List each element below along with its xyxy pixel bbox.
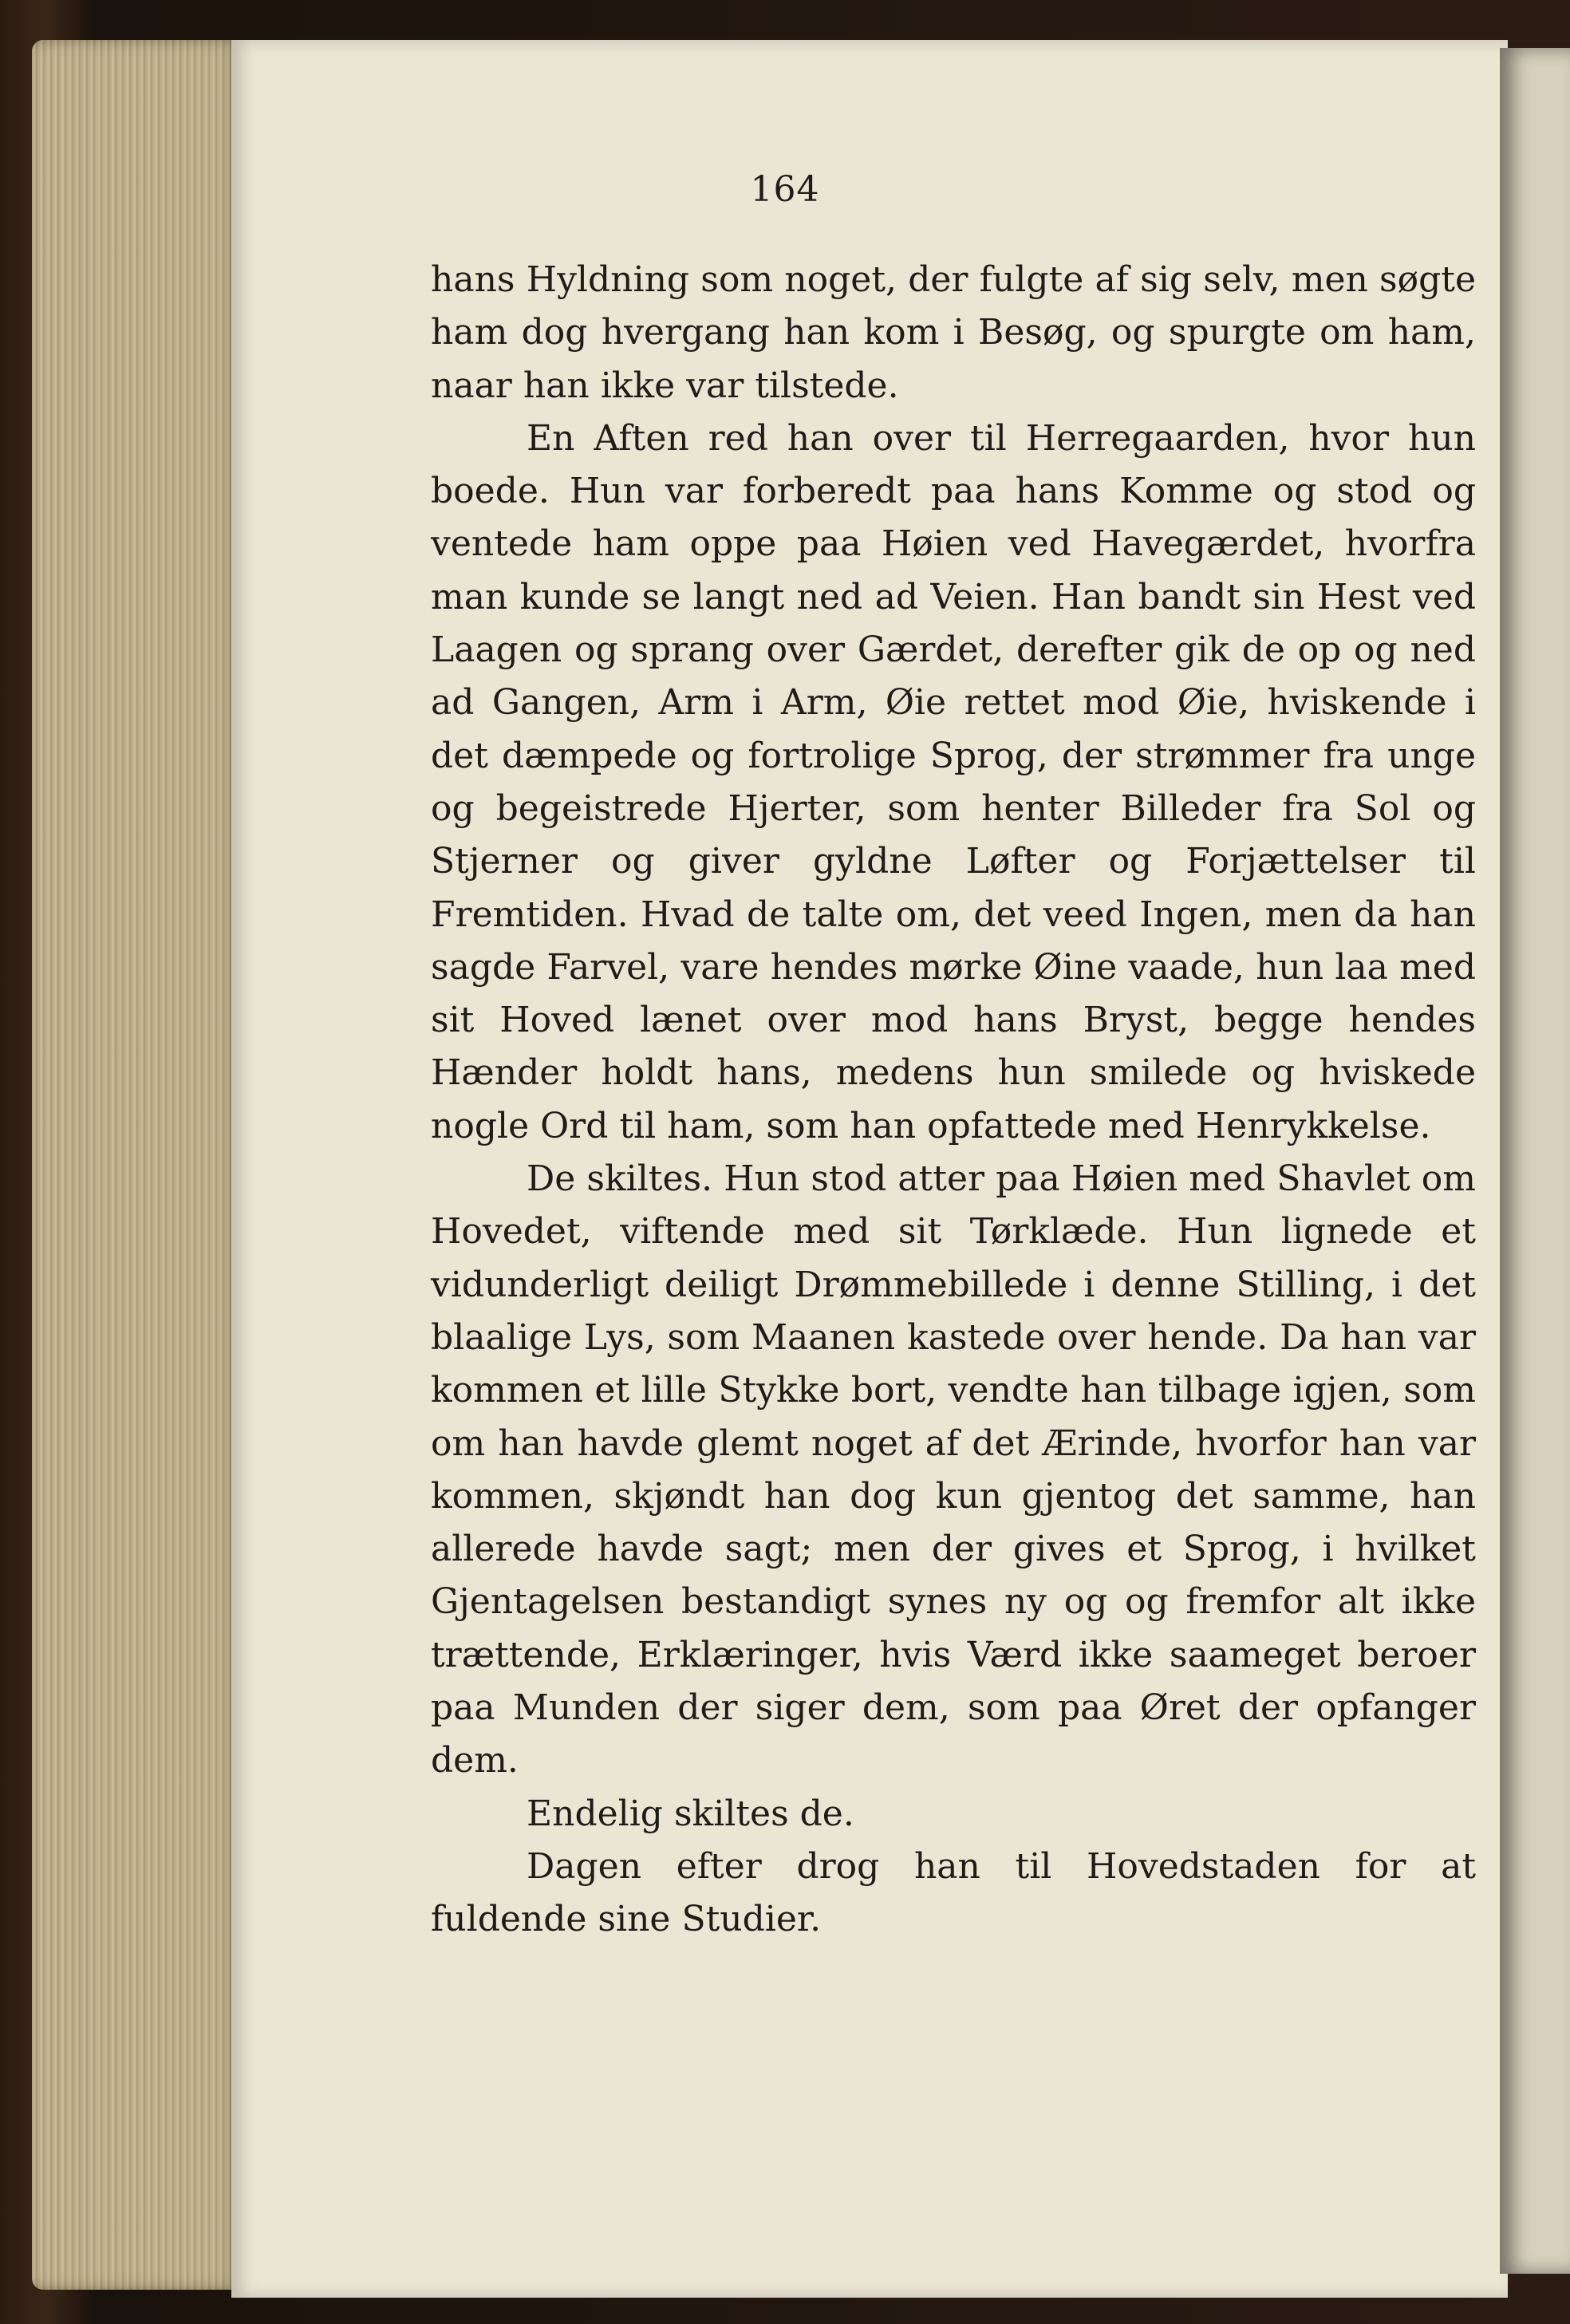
page-number: 164: [750, 169, 820, 210]
paragraph-1: hans Hyldning som noget, der fulgte af sig selv, men søgte ham dog hvergang han kom i Besøg, og spurgte om ham, naar han ikke var tilstede.: [431, 259, 1476, 406]
body-text: [431, 254, 1476, 1947]
page-edges: [32, 40, 239, 2290]
paragraph-4: Endelig skiltes de.: [527, 1793, 854, 1834]
paragraph-3: De skiltes. Hun stod atter paa Høien med Shavlet om Hovedet, viftende med sit Tørklæde. Hun lignede et vidunderligt deiligt Drømmebillede i denne Stilling, i det blaalige Lys, som Maanen kastede over hende. Da han var kommen et lille Stykke bort, vendte han tilbage igjen, som om han havde glemt noget af det Ærinde, hvorfor han var kommen, skjøndt han dog kun gjentog det samme, han allerede havde sagt; men der gives et Sprog, i hvilket Gjentagelsen bestandigt synes ny og og fremfor alt ikke trættende, Erklæringer, hvis Værd ikke saameget beroer paa Munden der siger dem, som paa Øret der opfanger dem.: [431, 1158, 1476, 1781]
paragraph-5: Dagen efter drog han til Hovedstaden for at fuldende sine Studier.: [431, 1845, 1476, 1940]
adjacent-page-edge: [1500, 48, 1570, 2274]
paragraph-2: En Aften red han over til Herregaarden, hvor hun boede. Hun var forberedt paa hans Komme og stod og ventede ham oppe paa Høien ved Havegærdet, hvorfra man kunde se langt ned ad Veien. Han bandt sin Hest ved Laagen og sprang over Gærdet, derefter gik de op og ned ad Gangen, Arm i Arm, Øie rettet mod Øie, hviskende i det dæmpede og fortrolige Sprog, der strømmer fra unge og begeistrede Hjerter, som henter Billeder fra Sol og Stjerner og giver gyldne Løfter og Forjættelser til Fremtiden. Hvad de talte om, det veed Ingen, men da han sagde Farvel, vare hendes mørke Øine vaade, hun laa med sit Hoved lænet over mod hans Bryst, begge hendes Hænder holdt hans, medens hun smilede og hviskede nogle Ord til ham, som han opfattede med Henrykkelse.: [431, 417, 1476, 1146]
